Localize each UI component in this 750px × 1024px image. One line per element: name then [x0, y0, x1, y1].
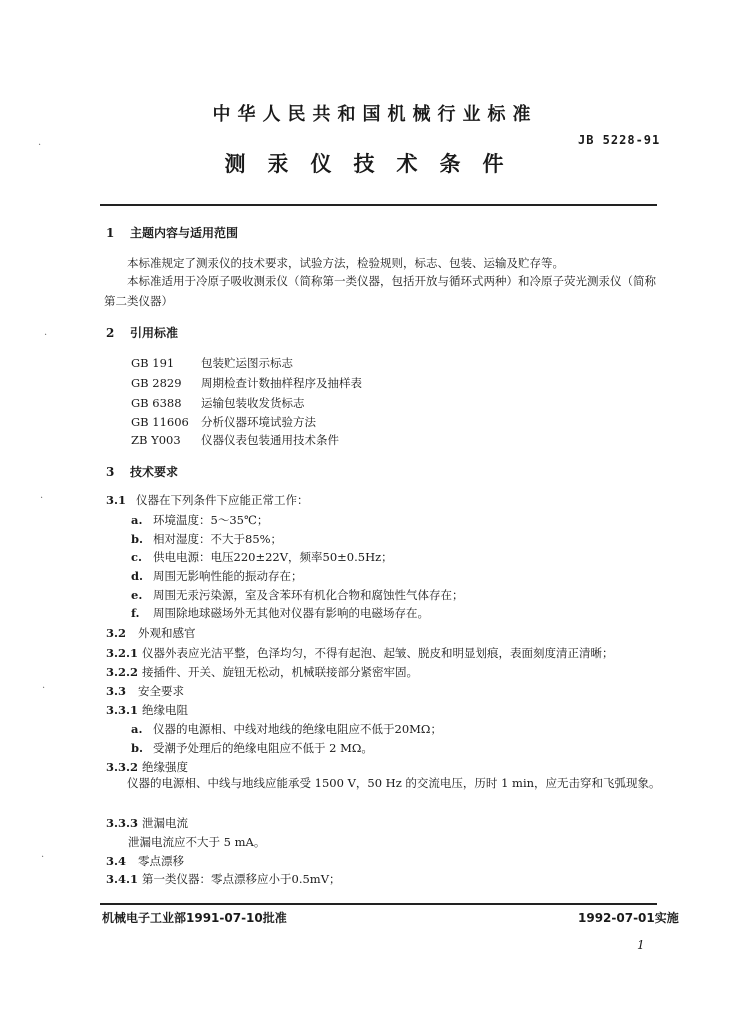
item-letter: f.	[131, 606, 140, 620]
item-letter: a.	[131, 513, 143, 527]
clause-text: 零点漂移	[138, 854, 184, 868]
clause-3-2	[106, 625, 196, 641]
clause-text: 绝缘强度	[142, 760, 188, 774]
reference-row	[131, 355, 293, 371]
scan-speck: ·	[38, 140, 42, 151]
scan-speck: ·	[41, 852, 45, 863]
section-title: 技术要求	[130, 465, 179, 479]
list-item	[131, 721, 442, 737]
list-item	[131, 740, 373, 756]
clause-number: 3.4.1	[106, 872, 139, 886]
item-text: 相对湿度：不大于85%；	[153, 532, 283, 546]
list-item	[131, 512, 268, 528]
clause-number: 3.2	[106, 626, 127, 640]
standard-code: JB 5228-91	[578, 133, 661, 147]
clause-text: 仪器在下列条件下应能正常工作：	[136, 493, 309, 507]
clause-3-4-1	[106, 871, 341, 887]
clause-3-3-3-paragraph: 泄漏电流应不大于 5 mA。	[128, 835, 266, 849]
list-item	[131, 587, 464, 603]
item-text: 周围除地球磁场外无其他对仪器有影响的电磁场存在。	[153, 606, 429, 620]
reference-title: 分析仪器环境试验方法	[201, 415, 316, 429]
clause-text: 泄漏电流	[142, 816, 188, 830]
item-letter: c.	[131, 550, 143, 564]
clause-text: 接插件、开关、旋钮无松动，机械联接部分紧密牢固。	[142, 665, 418, 679]
section-number: 3	[106, 465, 115, 479]
reference-title: 运输包装收发货标志	[201, 396, 305, 410]
clause-3-3-1	[106, 702, 188, 718]
reference-title: 仪器仪表包装通用技术条件	[201, 433, 339, 447]
clause-number: 3.3.1	[106, 703, 139, 717]
item-letter: b.	[131, 532, 144, 546]
clause-number: 3.1	[106, 493, 127, 507]
clause-number: 3.3	[106, 684, 127, 698]
reference-row	[131, 414, 316, 430]
header-divider	[100, 204, 657, 206]
item-letter: a.	[131, 722, 143, 736]
clause-3-3-3	[106, 815, 188, 831]
page-number: 1	[637, 938, 645, 952]
clause-3-3	[106, 683, 184, 699]
paragraph-text: 仪器的电源相、中线与地线应能承受 1500 V，50 Hz 的交流电压，历时 1 min，应无击穿和飞弧现象。	[127, 776, 661, 790]
paragraph-text: 本标准适用于冷原子吸收测汞仪（简称第一类仪器，包括开放与循环式两种）和冷原子荧光测汞仪（简称第二类仪器）	[104, 274, 656, 308]
item-letter: d.	[131, 569, 144, 583]
clause-3-3-2-paragraph	[104, 773, 664, 793]
section-1-paragraph-1: 本标准规定了测汞仪的技术要求，试验方法，检验规则，标志、包装、运输及贮存等。	[127, 256, 564, 270]
reference-code: ZB Y003	[131, 433, 181, 447]
standard-category-title: 中华人民共和国机械行业标准	[212, 104, 538, 125]
section-title: 主题内容与适用范围	[130, 226, 239, 240]
section-number: 1	[106, 226, 115, 240]
clause-text: 第一类仪器：零点漂移应小于0.5mV；	[142, 872, 341, 886]
list-item	[131, 605, 429, 621]
section-1-paragraph-2	[104, 271, 664, 311]
clause-text: 仪器外表应光洁平整，色泽均匀，不得有起泡、起皱、脱皮和明显划痕，表面刻度清正清晰；	[142, 646, 614, 660]
reference-code: GB 2829	[131, 376, 182, 390]
section-number: 2	[106, 326, 115, 340]
item-text: 供电电源：电压220±22V，频率50±0.5Hz；	[153, 550, 393, 564]
clause-number: 3.2.2	[106, 665, 139, 679]
clause-text: 绝缘电阻	[142, 703, 188, 717]
document-title: 测汞仪技术条件	[224, 151, 526, 176]
scan-speck: ·	[44, 330, 48, 341]
item-text: 周围无汞污染源，室及含苯环有机化合物和腐蚀性气体存在；	[153, 588, 464, 602]
clause-3-4	[106, 853, 184, 869]
reference-title: 周期检查计数抽样程序及抽样表	[201, 376, 362, 390]
reference-code: GB 11606	[131, 415, 189, 429]
clause-number: 3.3.3	[106, 816, 139, 830]
footer-divider	[100, 903, 657, 905]
section-2-heading	[106, 324, 178, 341]
clause-number: 3.2.1	[106, 646, 139, 660]
clause-text: 外观和感官	[138, 626, 196, 640]
reference-title: 包装贮运图示标志	[201, 356, 293, 370]
section-3-heading	[106, 463, 178, 480]
scan-speck: ·	[42, 683, 46, 694]
item-text: 周围无影响性能的振动存在；	[153, 569, 303, 583]
implementation-date: 1992-07-01实施	[578, 911, 679, 925]
clause-text: 安全要求	[138, 684, 184, 698]
item-text: 环境温度：5～35℃；	[153, 513, 269, 527]
clause-number: 3.3.2	[106, 760, 139, 774]
clause-3-2-2	[106, 664, 418, 680]
item-text: 受潮予处理后的绝缘电阻应不低于 2 MΩ。	[153, 741, 373, 755]
clause-number: 3.4	[106, 854, 127, 868]
item-letter: b.	[131, 741, 144, 755]
reference-row	[131, 375, 362, 391]
reference-row	[131, 432, 339, 448]
reference-code: GB 6388	[131, 396, 182, 410]
section-1-heading	[106, 224, 238, 241]
scan-speck: ·	[40, 493, 44, 504]
clause-3-1	[106, 492, 309, 508]
approval-line: 机械电子工业部1991-07-10批准	[102, 911, 287, 925]
item-text: 仪器的电源相、中线对地线的绝缘电阻应不低于20MΩ；	[153, 722, 442, 736]
section-title: 引用标准	[130, 326, 179, 340]
item-letter: e.	[131, 588, 143, 602]
list-item	[131, 549, 393, 565]
reference-code: GB 191	[131, 356, 175, 370]
reference-row	[131, 395, 305, 411]
clause-3-2-1	[106, 645, 614, 661]
list-item	[131, 568, 303, 584]
list-item	[131, 531, 282, 547]
